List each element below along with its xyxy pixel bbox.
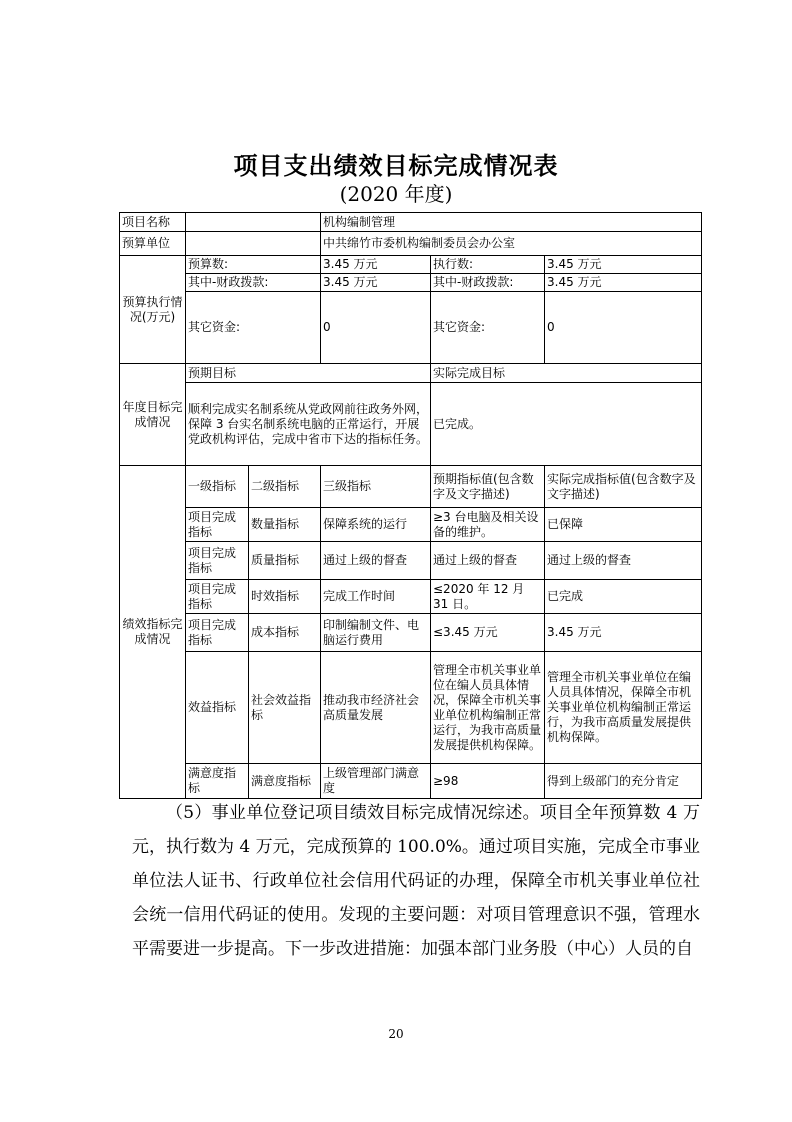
annual-goal-label: 年度目标完成情况 [120, 364, 186, 466]
table-row [120, 652, 702, 764]
paragraph-text: （5）事业单位登记项目绩效目标完成情况综述。项目全年预算数 4 万元，执行数为 4 万元，完成预算的 100.0%。通过项目实施，完成全市事业单位法人证书、行政单位社会信用代码证的办理，保障全市机关事业单位社会统一信用代码证的使用。发现的主要问题：对项目管理意识不强，管理水平需要进一步提高。下一步改进措施：加强本部门业务股（中心）人员的自 [132, 803, 700, 959]
expected-goal-label: 预期目标 [186, 364, 431, 383]
row-actual: 3.45 万元 [545, 614, 702, 652]
fiscal-budget-value: 3.45 万元 [321, 274, 431, 292]
fiscal-exec-label: 其中-财政拨款: [431, 274, 545, 292]
row-expected: 管理全市机关事业单位在编人员具体情况，保障全市机关事业单位机构编制正常运行，为我市高质量发展提供机构保障。 [431, 652, 545, 764]
table-row [120, 764, 702, 799]
header-level3: 三级指标 [321, 466, 431, 508]
other-exec-label: 其它资金: [431, 292, 545, 364]
row-level3: 通过上级的督查 [321, 542, 431, 580]
project-name-label: 项目名称 [120, 213, 186, 232]
expected-goal-text: 顺利完成实名制系统从党政网前往政务外网，保障 3 台实名制系统电脑的正常运行，开展党政机构评估，完成中省市下达的指标任务。 [186, 383, 431, 466]
table-row [120, 542, 702, 580]
actual-goal-text: 已完成。 [431, 383, 702, 466]
page-subtitle: (2020 年度) [339, 182, 453, 206]
row-level1: 满意度指标 [186, 764, 249, 799]
actual-goal-label: 实际完成目标 [431, 364, 702, 383]
row-expected: 通过上级的督查 [431, 542, 545, 580]
row-level2: 质量指标 [249, 542, 321, 580]
row-actual: 管理全市机关事业单位在编人员具体情况，保障全市机关事业单位机构编制正常运行，为我市高质量发展提供机构保障。 [545, 652, 702, 764]
table-row [120, 508, 702, 542]
budget-exec-label: 预算执行情况(万元) [120, 256, 186, 364]
row-expected: ≤2020 年 12 月 31 日。 [431, 580, 545, 614]
row-actual: 已完成 [545, 580, 702, 614]
row-level2: 时效指标 [249, 580, 321, 614]
table-row [120, 614, 702, 652]
table-row [120, 232, 702, 256]
row-level3: 上级管理部门满意度 [321, 764, 431, 799]
row-actual: 通过上级的督查 [545, 542, 702, 580]
row-level2: 社会效益指标 [249, 652, 321, 764]
row-level1: 项目完成指标 [186, 580, 249, 614]
row-actual: 得到上级部门的充分肯定 [545, 764, 702, 799]
perf-label: 绩效指标完成情况 [120, 466, 186, 799]
page-title: 项目支出绩效目标完成情况表 [233, 152, 559, 180]
budget-unit-label: 预算单位 [120, 232, 186, 256]
row-level2: 满意度指标 [249, 764, 321, 799]
header-expected: 预期指标值(包含数字及文字描述) [431, 466, 545, 508]
table-row [120, 466, 702, 508]
project-name-value: 机构编制管理 [321, 213, 702, 232]
table-row [120, 213, 702, 232]
header-level2: 二级指标 [249, 466, 321, 508]
fiscal-exec-value: 3.45 万元 [545, 274, 702, 292]
other-exec-value: 0 [545, 292, 702, 364]
fiscal-label: 其中-财政拨款: [186, 274, 321, 292]
summary-paragraph [132, 796, 700, 966]
header-actual: 实际完成指标值(包含数字及文字描述) [545, 466, 702, 508]
row-expected: ≥3 台电脑及相关设备的维护。 [431, 508, 545, 542]
row-level1: 效益指标 [186, 652, 249, 764]
row-level1: 项目完成指标 [186, 542, 249, 580]
row-actual: 已保障 [545, 508, 702, 542]
budget-value: 3.45 万元 [321, 256, 431, 274]
row-level3: 保障系统的运行 [321, 508, 431, 542]
exec-value: 3.45 万元 [545, 256, 702, 274]
exec-label: 执行数: [431, 256, 545, 274]
row-expected: ≤3.45 万元 [431, 614, 545, 652]
budget-label: 预算数: [186, 256, 321, 274]
table-row [120, 364, 702, 383]
row-level3: 完成工作时间 [321, 580, 431, 614]
table-row [120, 580, 702, 614]
row-level2: 数量指标 [249, 508, 321, 542]
budget-unit-value: 中共绵竹市委机构编制委员会办公室 [321, 232, 702, 256]
row-level1: 项目完成指标 [186, 614, 249, 652]
row-level2: 成本指标 [249, 614, 321, 652]
other-label: 其它资金: [186, 292, 321, 364]
table-row [120, 256, 702, 274]
row-expected: ≥98 [431, 764, 545, 799]
row-level1: 项目完成指标 [186, 508, 249, 542]
other-budget-value: 0 [321, 292, 431, 364]
header-level1: 一级指标 [186, 466, 249, 508]
table-row [120, 274, 702, 292]
row-level3: 印制编制文件、电脑运行费用 [321, 614, 431, 652]
table-row [120, 383, 702, 466]
row-level3: 推动我市经济社会高质量发展 [321, 652, 431, 764]
page-number: 20 [388, 1027, 404, 1041]
table-row [120, 292, 702, 364]
performance-table [119, 212, 702, 799]
